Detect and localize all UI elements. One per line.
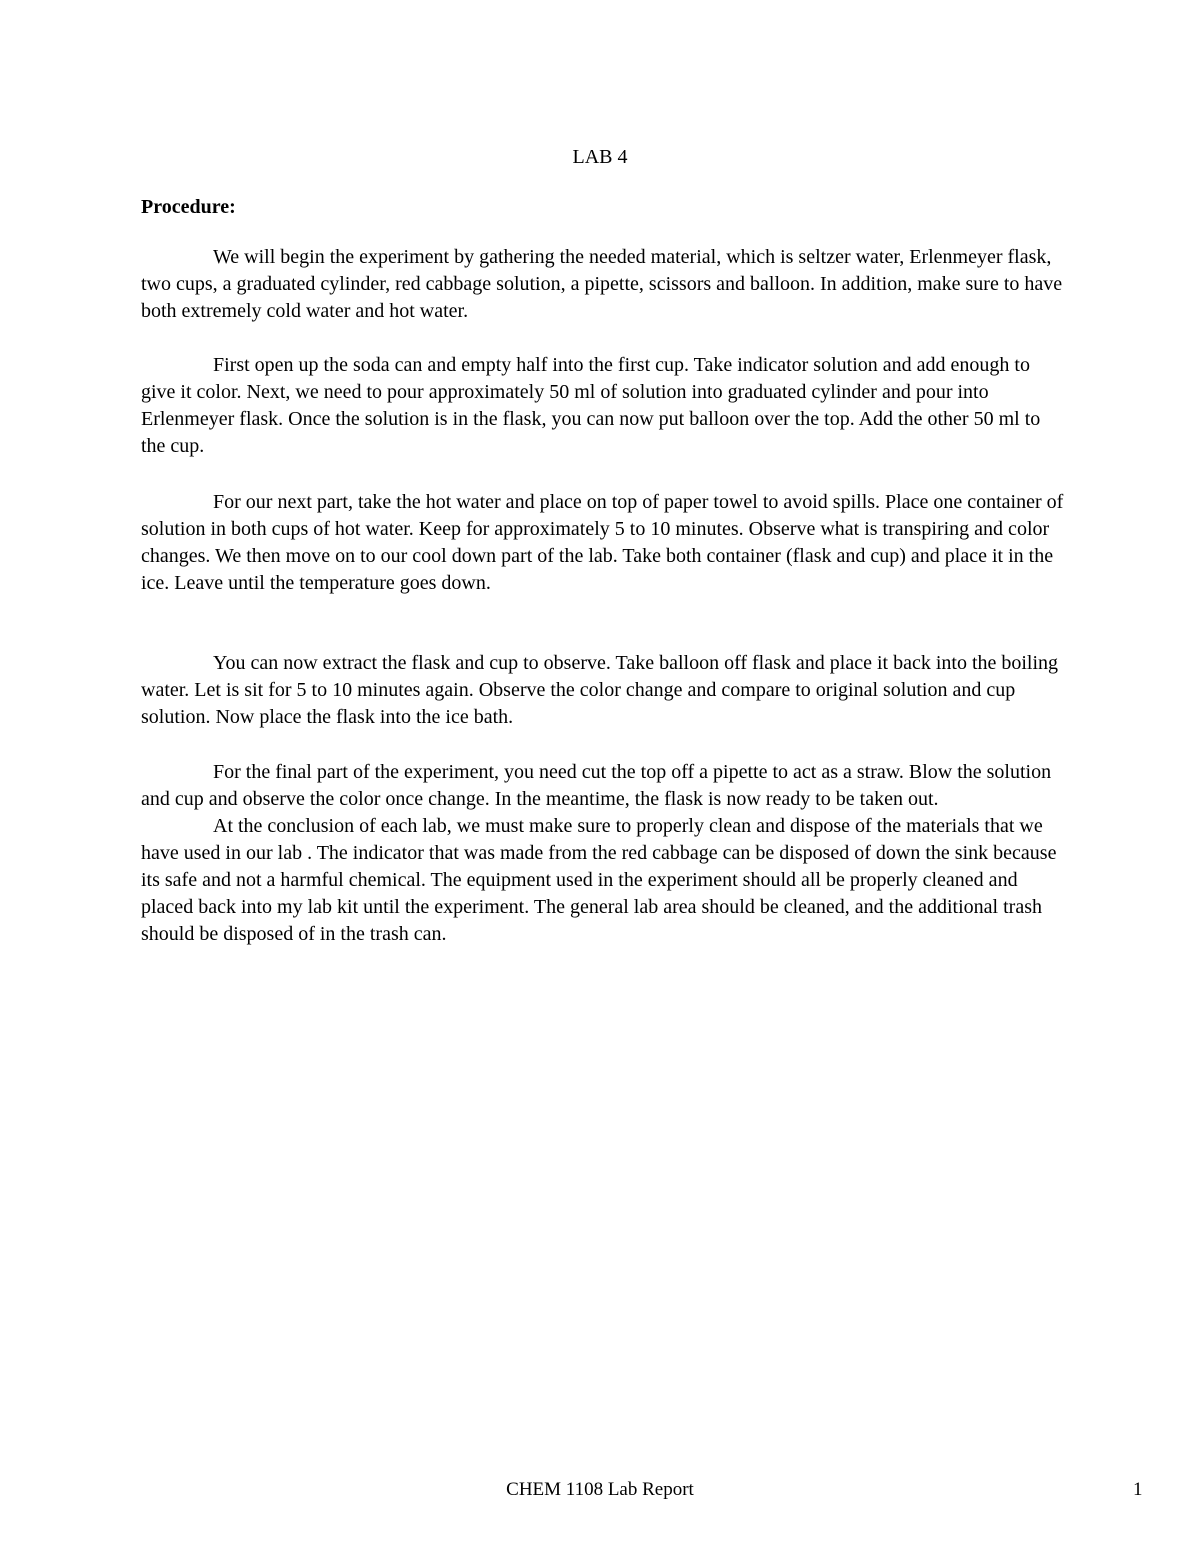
paragraph-final bbox=[141, 759, 1066, 948]
paragraph-observation bbox=[141, 650, 1066, 731]
paragraph-setup bbox=[141, 352, 1066, 460]
procedure-heading: Procedure: bbox=[141, 196, 236, 218]
paragraph-text: We will begin the experiment by gathering the needed material, which is seltzer water, Erlenmeyer flask, two cups, a graduated cylinder, red cabbage solution, a pipette, scissors and balloon. In addition, make sure to have both extremely cold water and hot water. bbox=[141, 246, 1063, 322]
paragraph-text: For our next part, take the hot water and place on top of paper towel to avoid spills. Place one container of solution in both cups of hot water. Keep for approximately 5 to 10 minutes. Observe what is transpiring and color changes. We then move on to our cool down part of the lab. Take both container (flask and cup) and place it in the ice. Leave until the temperature goes down. bbox=[141, 491, 1064, 594]
paragraph-text: First open up the soda can and empty half into the first cup. Take indicator solution and add enough to give it color. Next, we need to pour approximately 50 ml of solution into graduated cylinder and pour into Erlenmeyer flask. Once the solution is in the flask, you can now put balloon over the top. Add the other 50 ml to the cup. bbox=[141, 354, 1041, 457]
paragraph-text: You can now extract the flask and cup to observe. Take balloon off flask and place it back into the boiling water. Let is sit for 5 to 10 minutes again. Observe the color change and compare to original solution and cup solution. Now place the flask into the ice bath. bbox=[141, 652, 1059, 728]
page-footer: CHEM 1108 Lab Report bbox=[506, 1479, 694, 1500]
paragraph-heating bbox=[141, 489, 1066, 597]
page-number: 1 bbox=[1133, 1479, 1143, 1500]
lab-title: LAB 4 bbox=[572, 146, 628, 168]
paragraph-text: At the conclusion of each lab, we must make sure to properly clean and dispose of the materials that we have used in our lab . The indicator that was made from the red cabbage can be disposed of down the sink because its safe and not a harmful chemical. The equipment used in the experiment should all be properly cleaned and placed back into my lab kit until the experiment. The general lab area should be cleaned, and the additional trash should be disposed of in the trash can. bbox=[141, 815, 1057, 945]
paragraph-materials bbox=[141, 244, 1066, 325]
paragraph-text: For the final part of the experiment, you need cut the top off a pipette to act as a straw. Blow the solution and cup and observe the color once change. In the meantime, the flask is now ready to be taken out. bbox=[141, 761, 1052, 810]
